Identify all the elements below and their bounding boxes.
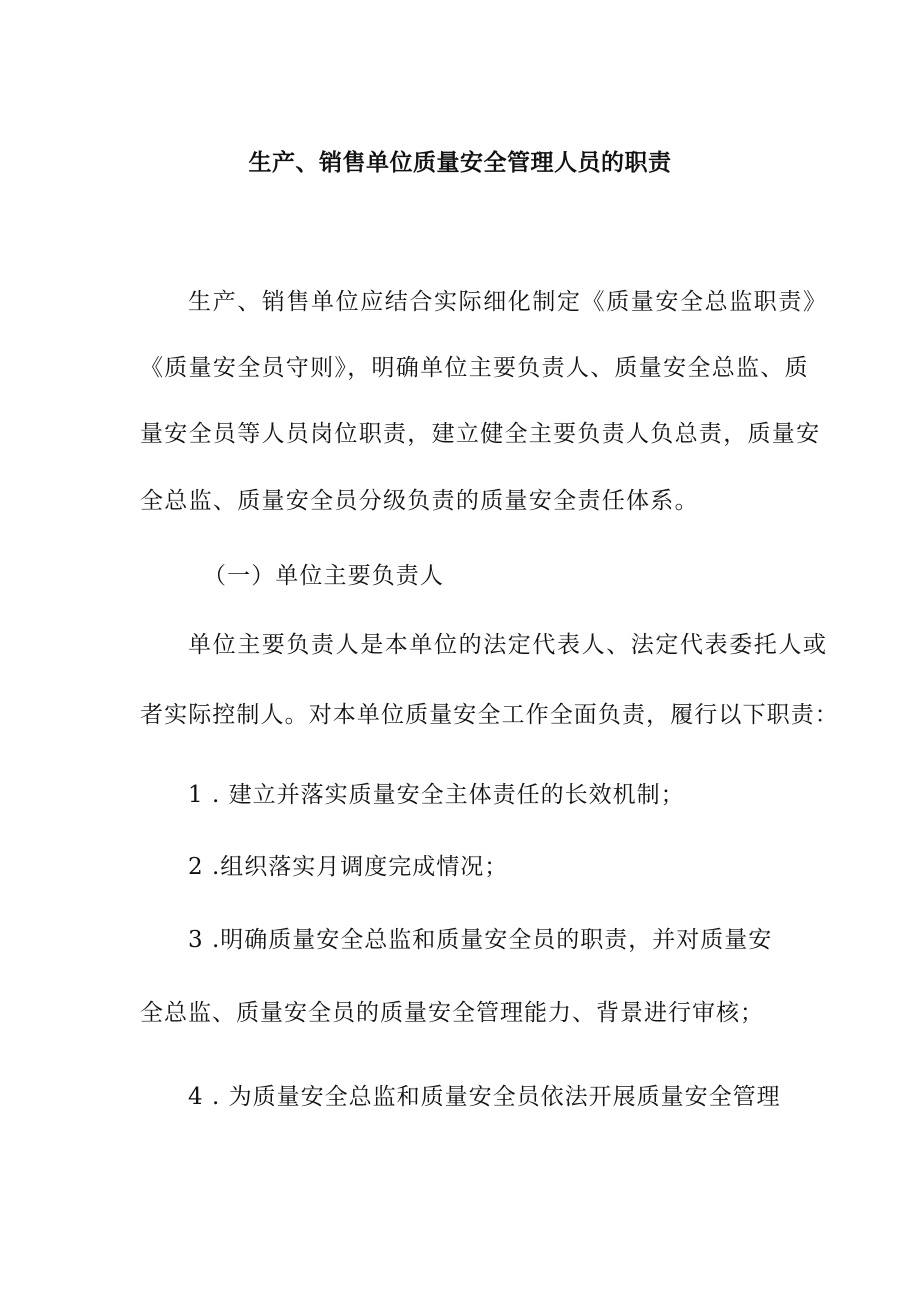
document-title: 生产、销售单位质量安全管理人员的职责 [248,150,672,176]
list-item-continuation: 全总监、质量安全员的质量安全管理能力、背景进行审核； [140,1000,764,1026]
paragraph-line: 《质量安全员守则》，明确单位主要负责人、质量安全总监、质 [140,355,809,381]
paragraph-line: 量安全员等人员岗位职责，建立健全主要负责人负总责，质量安 [140,421,821,447]
list-item: 2 .组织落实月调度完成情况； [188,854,509,880]
list-item: 3 .明确质量安全总监和质量安全员的职责，并对质量安 [188,927,773,953]
paragraph-line: 者实际控制人。对本单位质量安全工作全面负责，履行以下职责： [140,702,839,728]
section-heading: （一）单位主要负责人 [203,563,444,589]
list-item: 1 . 建立并落实质量安全主体责任的长效机制； [188,782,685,808]
paragraph-line: 全总监、质量安全员分级负责的质量安全责任体系。 [140,488,699,514]
list-item: 4 . 为质量安全总监和质量安全员依法开展质量安全管理 [188,1084,781,1110]
paragraph-line: 单位主要负责人是本单位的法定代表人、法定代表委托人或 [188,632,828,658]
paragraph-line: 生产、销售单位应结合实际细化制定《质量安全总监职责》 [188,289,828,315]
